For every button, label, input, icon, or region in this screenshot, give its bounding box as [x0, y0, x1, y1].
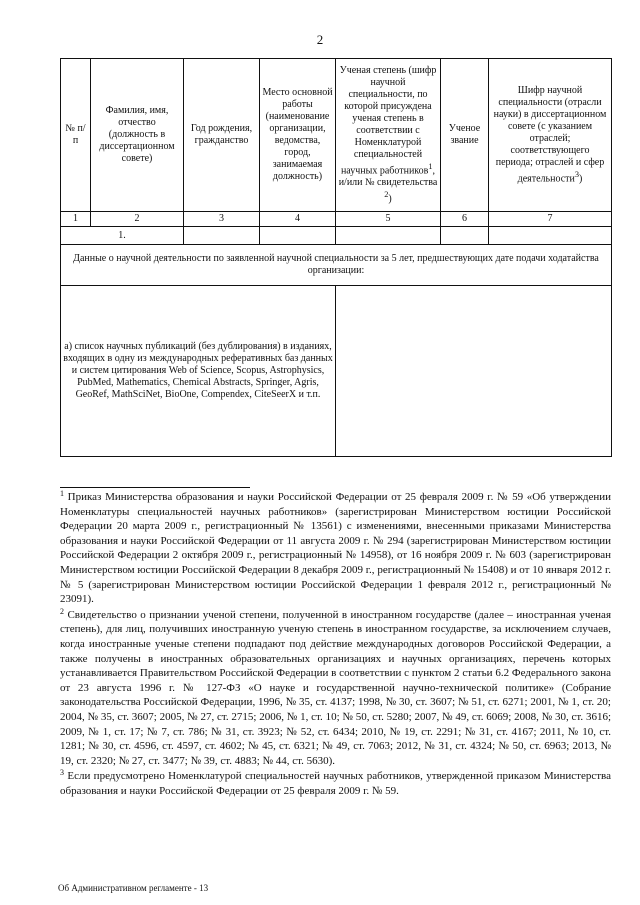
page-number: 2 [316, 32, 324, 47]
header-workplace: Место основной работы (наименование организации, ведомства, город, занимаемая должность) [260, 59, 336, 212]
table-cell [260, 227, 336, 245]
footnote-mark: 1 [60, 489, 64, 498]
section-heading: Данные о научной деятельности по заявленной научной специальности за 5 лет, предшествующих дате подачи ходатайства организации: [61, 245, 612, 286]
footnote-text: Если предусмотрено Номенклатурой специальностей научных работников, утвержденной приказом Министерства образования и науки Российской Федерации от 25 февраля 2009 г. № 59. [60, 770, 611, 797]
footnote-ref-1: 1 [428, 161, 433, 171]
column-number: 6 [441, 212, 489, 227]
publications-value [336, 286, 612, 457]
column-number: 3 [184, 212, 260, 227]
footnote-2 [60, 608, 611, 769]
footnote-mark: 3 [60, 768, 64, 778]
header-specialty-code-text: Шифр научной специальности (отрасли науки) в диссертационном совете (с указанием отраслей; соответствующего периода; отраслей и сфер деятельности [493, 84, 607, 185]
footnote-3 [60, 769, 611, 798]
table-row [61, 227, 612, 245]
footnote-text: Свидетельство о признании ученой степени, полученной в иностранном государстве (далее – иностранная ученая степень), для лиц, получивших иностранную ученую степень в иностранном государстве, за исключением случаев, когда иностранные ученые степени подпадают под действие международных договоров Российской Федерации, а также получены в иностранных образовательных организациях и научных организациях, перечень которых устанавливается Правительством Российской Федерации в соответствии с пунктом 2 статьи 6.2 Федерального закона от 23 августа 1996 г. № 127-ФЗ «О науке и государственной научно-технической политике» (Собрание законодательства Российской Федерации, 1996, № 35, ст. 4137; 1998, № 30, ст. 3607; № 51, ст. 6271; 2001, № 1, ст. 20; 2004, № 35, ст. 3607; 2005, № 27, ст. 2715; 2006, № 1, ст. 10; № 50, ст. 5280; 2007, № 49, ст. 6069; 2008, № 30, ст. 3616; 2009, № 1, ст. 17; № 7, ст. 786; № 31, ст. 3923; № 52, ст. 6434; 2010, № 19, ст. 2291; № 31, ст. 4167; 2011, № 10, ст. 1281; № 30, ст. 4596, ст. 4597, ст. 4602; № 45, ст. 6321; № 49, ст. 7063; 2012, № 31, ст. 4324; № 50, ст. 6963; 2013, № 19, ст. 2320; № 27, ст. 3477; № 39, ст. 4883; № 44, ст. 5630). [60, 608, 611, 767]
table-header-row [61, 59, 612, 212]
footnotes [60, 490, 611, 799]
table-cell [441, 227, 489, 245]
footnote-1 [60, 490, 611, 607]
column-number: 7 [489, 212, 612, 227]
header-academic-degree-text-3: ) [388, 193, 392, 205]
section-row [61, 245, 612, 286]
column-number: 5 [336, 212, 441, 227]
header-full-name: Фамилия, имя, отчество (должность в диссертационном совете) [91, 59, 184, 212]
footnote-ref-3: 3 [574, 169, 580, 179]
header-academic-degree-text: Ученая степень (шифр научной специальности, по которой присуждена ученая степень в соответствии с Номенклатурой специальностей научных работников [339, 64, 437, 176]
publications-label: а) список научных публикаций (без дублирования) в изданиях, входящих в одну из международных реферативных баз данных и систем цитирования Web of Science, Scopus, Astrophysics, PubMed, Mathematics, Chemical Abstracts, Springer, Agris, GeoRef, MathSciNet, BioOne, Compendex, CiteSeerX и т.п. [61, 286, 336, 457]
header-academic-degree-text-2: , и/или № свидетельства [338, 165, 438, 188]
column-number: 1 [61, 212, 91, 227]
table-cell [336, 227, 441, 245]
publications-row [61, 286, 612, 457]
row-number: 1. [61, 227, 184, 245]
council-members-table [60, 58, 612, 457]
column-number: 2 [91, 212, 184, 227]
footnote-mark: 2 [60, 606, 64, 616]
header-birth-year: Год рождения, гражданство [184, 59, 260, 212]
header-academic-degree [336, 59, 441, 212]
column-number-row [61, 212, 612, 227]
footnote-text: Приказ Министерства образования и науки Российской Федерации от 25 февраля 2009 г. № 59 «Об утверждении Номенклатуры специальностей научных работников» (зарегистрирован Министерством юстиции Российской Федерации 20 марта 2009 г., регистрационный № 13561) с изменениями, внесенными приказами Министерства образования и науки Российской Федерации от 11 августа 2009 г. № 294 (зарегистрирован Министерством юстиции Российской Федерации 2 октября 2009 г., регистрационный № 14958), от 16 ноября 2009 г. № 603 (зарегистрирован Министерством юстиции Российской Федерации 8 декабря 2009 г., регистрационный № 15408) и от 10 января 2012 г. № 5 (зарегистрирован Министерством юстиции Российской Федерации 1 февраля 2012 г., регистрационный № 23091). [60, 491, 611, 606]
document-footer: Об Административном регламенте - 13 [58, 883, 209, 893]
header-specialty-code [489, 59, 612, 212]
footnote-separator [60, 487, 250, 488]
header-number: № п/п [61, 59, 91, 212]
header-specialty-code-text-2: ) [579, 173, 583, 185]
table-cell [489, 227, 612, 245]
table-cell [184, 227, 260, 245]
column-number: 4 [260, 212, 336, 227]
footnote-ref-2: 2 [384, 190, 389, 199]
header-academic-title: Ученое звание [441, 59, 489, 212]
